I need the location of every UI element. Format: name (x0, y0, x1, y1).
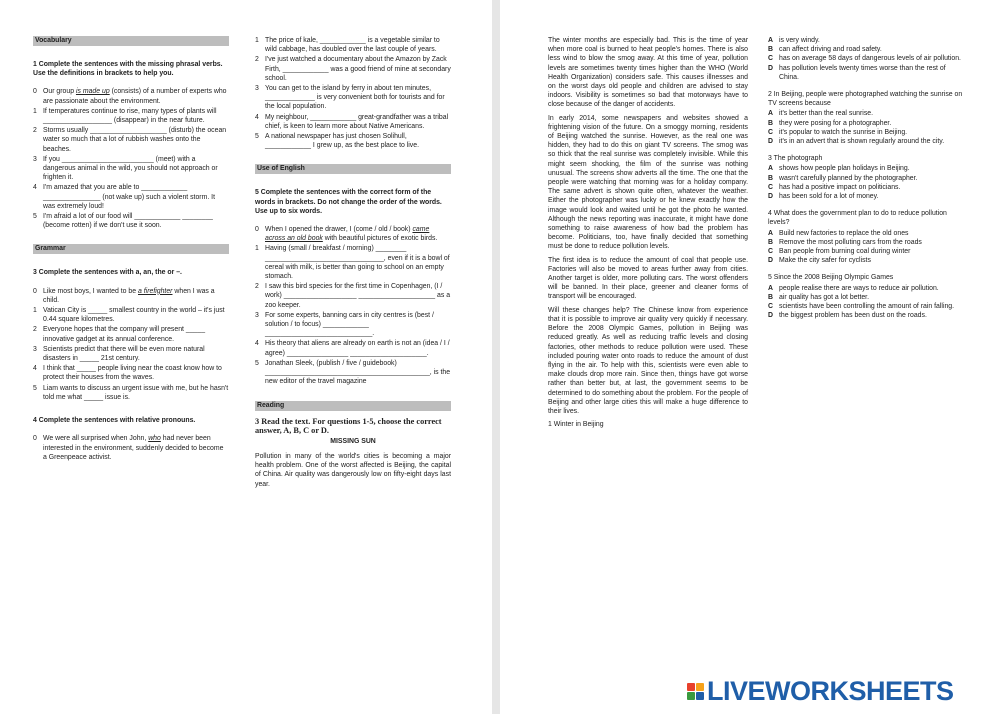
option-text: Build new factories to replace the old ones (779, 229, 909, 237)
item-text: I'm afraid a lot of our food will ____________ ________ (become rotten) if we don't use it soon. (43, 213, 213, 230)
item-number: 0 (33, 287, 37, 295)
answer-option[interactable] (768, 119, 964, 128)
worksheet-page-right (500, 0, 1000, 714)
reading-paragraph: In early 2014, some newspapers and websites showed a frightening vision of the future. On a smoggy morning, residents of Beijing watched the sunrise. However, as the real one was hidden, they had to do this on giant TV screens. The smog was so thick that the real sunrise was completely invisible. While this might seem shocking, the film of the sunrise was nothing unusual. The screens show adverts all the time. The one that the people were watching that morning was for a holiday company. The same advert is shown quite often, whatever the weather. Either the photographer was lucky or he knew exactly how the image would look and waited until he got the photo he wanted. Although the news reporting was inaccurate, it might have done something to raise awareness of how bad the problem has become. Politicians, too, have finally decided that something must be done to reduce pollution levels. (548, 114, 748, 251)
left-column (33, 36, 229, 463)
option-text: is very windy. (779, 37, 820, 44)
item-text: Jonathan Sleek, (publish / five / guidebook) ___________________________________________, is the new editor of the travel magazine (265, 359, 451, 386)
item-text: For some experts, banning cars in city centres is (best / solution / to focus) ____________ ____________________________. (265, 311, 434, 338)
option-letter: B (768, 238, 773, 246)
item-text: I'm amazed that you are able to ____________ _______________ (not wake up) such a violent storm. It was extremely loud! (43, 184, 215, 210)
item-number: 5 (33, 213, 37, 221)
question-prompt: 1 Winter in Beijing (548, 421, 604, 429)
option-text: people realise there are ways to reduce air pollution. (779, 284, 939, 292)
task-instruction: 4 Complete the sentences with relative pronouns. (33, 417, 196, 425)
item-number: 3 (255, 85, 259, 93)
option-letter: D (768, 312, 773, 320)
exercise-item (33, 287, 229, 305)
exercise-item (255, 113, 451, 131)
item-number: 2 (255, 56, 259, 64)
item-text: Our group is made up (consists) of a number of experts who are passionate about the environment. (43, 88, 227, 105)
option-letter: A (768, 229, 773, 237)
item-number: 3 (33, 345, 37, 353)
liveworksheets-logo[interactable] (687, 676, 954, 706)
answer-option[interactable] (768, 302, 964, 311)
option-letter: A (768, 165, 773, 173)
exercise-item (33, 107, 229, 125)
option-letter: D (768, 257, 773, 265)
reading-paragraph: The winter months are especially bad. This is the time of year when more coal is burned to heat people's homes. There is also less wind to blow the smog away. At this time of year, pollution levels are sometimes twenty times higher than the WHO (World Health Organization) considers safe. This causes illnesses and on the worst days old people and children are advised to stay indoors. Visibility is sometimes so bad that motorways have to close because of the danger of accidents. (548, 37, 748, 109)
exercise-item (33, 345, 229, 363)
option-text: scientists have been controlling the amount of rain falling. (779, 303, 955, 311)
option-letter: C (768, 183, 773, 191)
exercise-item (33, 212, 229, 230)
option-text: it's in an advert that is shown regularly around the city. (779, 138, 945, 146)
option-text: can affect driving and road safety. (779, 46, 882, 54)
item-text: I saw this bird species for the first time in Copenhagen, (I / work) ___________________ ____________________ as a zoo keeper. (265, 283, 451, 309)
answer-option[interactable] (768, 64, 964, 82)
exercise-item (255, 359, 451, 387)
worksheet-page-left (0, 0, 492, 714)
item-text: You can get to the island by ferry in about ten minutes, _____________ is very convenient both for tourists and for the local population. (265, 85, 445, 111)
option-letter: B (768, 46, 773, 54)
exercise-item (255, 244, 451, 281)
item-number: 2 (33, 127, 37, 135)
item-text: A national newspaper has just chosen Solihull, ____________ I grew up, as the best place to live. (265, 133, 419, 150)
item-text: I think that _____ people living near the coast know how to protect their houses from the waves. (43, 365, 222, 382)
exercise-item (255, 282, 451, 310)
example-answer: a firefighter (138, 287, 173, 295)
item-number: 4 (255, 113, 259, 121)
option-letter: D (768, 138, 773, 146)
item-text: Liam wants to discuss an urgent issue with me, but he hasn't told me what _____ issue is. (43, 384, 229, 401)
answer-option[interactable] (768, 192, 964, 201)
item-number: 4 (33, 184, 37, 192)
option-letter: B (768, 119, 773, 127)
answer-option[interactable] (768, 174, 964, 183)
answer-option[interactable] (768, 164, 964, 173)
exercise-item (255, 55, 451, 83)
section-header-use-of-english: Use of English (255, 164, 451, 174)
logo-text: LIVEWORKSHEETS (707, 675, 954, 706)
option-text: Ban people from burning coal during winter (779, 248, 911, 256)
answer-option[interactable] (768, 229, 964, 238)
option-text: they were posing for a photographer. (779, 119, 892, 127)
question-block (768, 90, 964, 146)
option-text: it's popular to watch the sunrise in Beijing. (779, 128, 908, 136)
option-text: has pollution levels twenty times worse than the rest of China. (779, 64, 946, 81)
use-of-english-exercise-list (255, 225, 451, 386)
option-letter: C (768, 303, 773, 311)
item-text: Storms usually ____________________ (disturb) the ocean water so much that a lot of rubbish washes onto the beaches. (43, 127, 227, 153)
section-header-vocabulary: Vocabulary (33, 36, 229, 46)
item-text: Everyone hopes that the company will present _____ innovative gadget at its annual conference. (43, 326, 206, 343)
exercise-item (33, 155, 229, 183)
option-letter: D (768, 193, 773, 201)
answer-option[interactable] (768, 183, 964, 192)
item-number: 4 (255, 340, 259, 348)
exercise-item (33, 364, 229, 382)
item-text: Scientists predict that there will be even more natural disasters in _____ 21st century. (43, 345, 205, 363)
option-letter: C (768, 248, 773, 256)
item-text: Having (small / breakfast / morning) ________ _______________________________, even if it is a bowl of cereal with milk, is better than going to school on an empty stomach. (265, 245, 450, 281)
logo-square-blue (696, 692, 704, 700)
reading-text (548, 36, 748, 416)
item-text: Vatican City is _____ smallest country in the world – it's just 0.44 square kilometres. (43, 307, 225, 324)
item-text: If you ________________________ (meet) with a dangerous animal in the wild, you should not approach or frighten it. (43, 155, 218, 182)
item-number: 2 (33, 326, 37, 334)
reading-paragraph: Pollution in many of the world's cities is becoming a major health problem. One of the worst affected is Beijing, the capital of China. Air quality was dangerously low on fifty-eight days last year. (255, 452, 451, 488)
item-text: When I opened the drawer, I (come / old / book) came across an old book with beautiful pictures of exotic birds. (265, 226, 438, 243)
logo-square-green (687, 692, 695, 700)
question-block (768, 154, 964, 201)
question-prompt: 5 Since the 2008 Beijing Olympic Games (768, 274, 894, 282)
exercise-item (255, 339, 451, 357)
answer-option[interactable] (768, 238, 964, 247)
answer-option[interactable] (768, 54, 964, 63)
example-answer: is made up (75, 88, 110, 96)
relative-pronoun-exercise-list (33, 434, 229, 462)
item-number: 0 (255, 226, 259, 234)
reading-title: MISSING SUN (330, 437, 376, 445)
example-answer: came across an old book (265, 226, 430, 243)
example-answer: who (148, 435, 161, 443)
exercise-item (255, 132, 451, 150)
question-prompt: 4 What does the government plan to do to reduce pollution levels? (768, 210, 947, 227)
item-text: His theory that aliens are already on earth is not an (idea / I / agree) ________________ ____________________. (265, 340, 450, 357)
answer-option[interactable] (768, 36, 964, 45)
exercise-item (33, 306, 229, 324)
option-text: has on average 58 days of dangerous levels of air pollution. (779, 55, 961, 63)
option-text: shows how people plan holidays in Beijing. (779, 165, 910, 173)
item-text: The price of kale, ____________ is a vegetable similar to wild cabbage, has doubled over the last couple of years. (265, 37, 440, 54)
section-header-reading: Reading (255, 401, 451, 411)
item-number: 4 (33, 365, 37, 373)
item-number: 3 (255, 311, 259, 319)
option-letter: A (768, 110, 773, 118)
reading-text-column (548, 36, 748, 430)
exercise-item (255, 311, 451, 339)
item-text: I've just watched a documentary about the Amazon by Zack Firth, ____________ was a good friend of mine at secondary school. (265, 56, 451, 82)
answer-option[interactable] (768, 284, 964, 293)
task-instruction: 5 Complete the sentences with the correct form of the words in brackets. Do not change the order of the words. Use up to six words. (255, 189, 442, 215)
middle-column (255, 36, 451, 493)
answer-option[interactable] (768, 256, 964, 265)
item-number: 0 (33, 88, 37, 96)
item-number: 3 (33, 155, 37, 163)
liveworksheets-logo-icon (687, 683, 704, 700)
option-text: wasn't carefully planned by the photographer. (779, 174, 918, 182)
item-number: 0 (33, 435, 37, 443)
option-letter: A (768, 284, 773, 292)
logo-square-orange (696, 683, 704, 691)
item-number: 2 (255, 283, 259, 291)
task-instruction: 3 Read the text. For questions 1-5, choose the correct answer, A, B, C or D. (255, 416, 442, 436)
option-text: the biggest problem has been dust on the roads. (779, 312, 927, 320)
answer-option[interactable] (768, 311, 964, 320)
option-text: has had a positive impact on politicians. (779, 183, 901, 191)
task-instruction: 3 Complete the sentences with a, an, the or –. (33, 269, 182, 277)
option-text: it's better than the real sunrise. (779, 110, 874, 118)
question-prompt: 3 The photograph (768, 155, 823, 163)
section-header-grammar: Grammar (33, 244, 229, 254)
item-number: 1 (33, 107, 37, 115)
item-text: We were all surprised when John, who had never been interested in the environment, suddenly decided to become a Greenpeace activist. (43, 435, 224, 461)
grammar-exercise-list (33, 287, 229, 402)
item-number: 5 (255, 133, 259, 141)
exercise-item (255, 225, 451, 243)
exercise-item (33, 183, 229, 211)
question-1-options (768, 36, 964, 82)
relative-pronoun-exercise-list (255, 36, 451, 150)
item-text: Like most boys, I wanted to be a firefighter when I was a child. (43, 287, 215, 304)
logo-square-red (687, 683, 695, 691)
option-text: Make the city safer for cyclists (779, 257, 871, 265)
questions-column (768, 36, 964, 320)
exercise-item (33, 126, 229, 154)
answer-option[interactable] (768, 137, 964, 146)
option-letter: D (768, 64, 773, 72)
answer-option[interactable] (768, 109, 964, 118)
questions-list (768, 90, 964, 320)
item-number: 1 (33, 307, 37, 315)
exercise-item (255, 36, 451, 54)
item-text: My neighbour, ____________ great-grandfather was a tribal chief, is keen to learn more about Native Americans. (265, 113, 449, 130)
item-number: 1 (255, 37, 259, 44)
exercise-item (255, 84, 451, 112)
option-letter: C (768, 128, 773, 136)
option-letter: C (768, 55, 773, 63)
option-text: Remove the most polluting cars from the roads (779, 238, 922, 246)
option-text: air quality has got a lot better. (779, 293, 870, 301)
option-letter: A (768, 37, 773, 44)
exercise-item (33, 434, 229, 462)
item-number: 1 (255, 245, 259, 253)
answer-option[interactable] (768, 45, 964, 54)
exercise-item (33, 384, 229, 402)
question-block (768, 273, 964, 320)
answer-option[interactable] (768, 128, 964, 137)
option-letter: B (768, 293, 773, 301)
item-number: 5 (255, 359, 259, 367)
exercise-item (33, 325, 229, 343)
item-number: 5 (33, 384, 37, 392)
item-text: If temperatures continue to rise, many types of plants will __________________ (disappear) in the near future. (43, 107, 217, 125)
answer-option[interactable] (768, 247, 964, 256)
task-instruction: 1 Complete the sentences with the missing phrasal verbs. Use the definitions in brackets to help you. (33, 61, 223, 78)
option-text: has been sold for a lot of money. (779, 193, 879, 201)
reading-paragraph: Will these changes help? The Chinese know from experience that it is possible to improve air quality very quickly if necessary. Before the 2008 Olympic Games, pollution in Beijing was reduced greatly. As well as reducing traffic levels and closing factories, other methods to reduce pollution were used. These included pouring water onto roads to reduce the amount of dust flying in the air. To help with this, scientists were even able to make clouds drop more rain. Since then, things have got worse rather than better but, at last, the government seems to be determined to do something about the problem. For the people of Beijing and other large cities this will make a huge difference to their lives. (548, 306, 748, 415)
question-prompt: 2 In Beijing, people were photographed watching the sunrise on TV screens because (768, 91, 963, 108)
answer-option[interactable] (768, 293, 964, 302)
exercise-item (33, 87, 229, 105)
question-block (768, 209, 964, 265)
reading-paragraph: The first idea is to reduce the amount of coal that people use. Factories will also be moved to areas further away from cities. Another target is older, more polluting cars. The worst offenders will be banned. In their place, greener and cleaner forms of transport will be encouraged. (548, 256, 748, 301)
option-letter: B (768, 174, 773, 182)
vocabulary-exercise-list (33, 87, 229, 230)
